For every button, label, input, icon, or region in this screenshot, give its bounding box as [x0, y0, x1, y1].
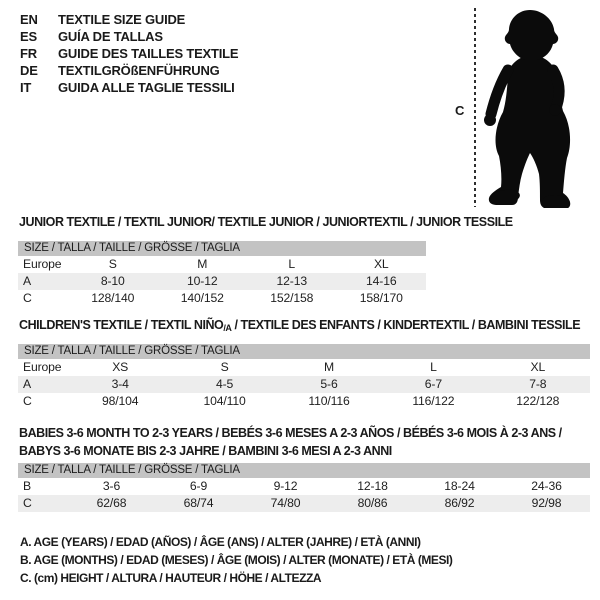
age-cell: 7-8 — [529, 377, 547, 391]
lang-code: DE — [20, 63, 38, 78]
babies-title-line2: BABYS 3-6 MONATE BIS 2-3 JAHRE / BAMBINI 3-6 MESI A 2-3 ANNI — [19, 443, 392, 458]
title-part: / TEXTILE DES ENFANTS / KINDERTEXTIL / BAMBINI TESSILE — [231, 318, 581, 332]
size-cell: XL — [373, 257, 389, 271]
height-cell: 104/110 — [203, 394, 246, 408]
age-cell: 24-36 — [531, 479, 562, 493]
lang-label: TEXTILGRÖßENFÜHRUNG — [58, 63, 220, 78]
age-cell: 6-9 — [189, 479, 208, 493]
height-cell: 98/104 — [102, 394, 139, 408]
height-measure-dashed-line — [474, 8, 476, 207]
table-row-europe — [18, 256, 426, 273]
junior-table-title: JUNIOR TEXTILE / TEXTIL JUNIOR/ TEXTILE JUNIOR / JUNIORTEXTIL / JUNIOR TESSILE — [19, 215, 513, 229]
height-cell: 86/92 — [444, 496, 475, 510]
children-size-table — [18, 344, 590, 410]
height-cell: 122/128 — [516, 394, 560, 408]
age-cell: 4-5 — [216, 377, 234, 391]
size-cell: XS — [112, 360, 129, 374]
lang-label: TEXTILE SIZE GUIDE — [58, 12, 186, 27]
lang-row-fr — [20, 45, 238, 62]
babies-table-title — [19, 425, 562, 460]
age-cell: 9-12 — [273, 479, 298, 493]
size-cell: S — [220, 360, 229, 374]
lang-row-en — [20, 11, 238, 28]
height-cell: 110/116 — [308, 394, 350, 408]
legend-line-c: C. (cm) HEIGHT / ALTURA / HAUTEUR / HÖHE / ALTEZZA — [20, 571, 322, 585]
size-cell: XL — [530, 360, 546, 374]
lang-row-es — [20, 28, 238, 45]
legend-line-b: B. AGE (MONTHS) / EDAD (MESES) / ÂGE (MOIS) / ALTER (MONATE) / ETÀ (MESI) — [20, 553, 453, 567]
size-cell: L — [288, 257, 296, 271]
size-cell: S — [108, 257, 117, 271]
lang-code: FR — [20, 46, 37, 61]
lang-code: IT — [20, 80, 32, 95]
height-cell: 128/140 — [91, 291, 135, 305]
height-cell: 92/98 — [531, 496, 562, 510]
age-cell: 12-13 — [276, 274, 307, 288]
lang-label: GUÍA DE TALLAS — [58, 29, 163, 44]
height-cell: 80/86 — [357, 496, 388, 510]
height-cell: 152/158 — [270, 291, 314, 305]
age-cell: 18-24 — [444, 479, 475, 493]
age-cell: 8-10 — [100, 274, 125, 288]
lang-row-de — [20, 62, 238, 79]
age-cell: 12-18 — [357, 479, 388, 493]
language-title-list — [20, 11, 238, 96]
table-row-b — [18, 478, 590, 495]
row-label: Europe — [23, 257, 62, 271]
title-part: CHILDREN'S TEXTILE / TEXTIL NIÑO — [19, 318, 224, 332]
measure-legend — [20, 533, 452, 587]
children-table-title — [19, 318, 580, 333]
age-cell: 14-16 — [366, 274, 397, 288]
age-cell: 3-6 — [102, 479, 121, 493]
row-label: C — [23, 394, 32, 408]
size-header-bar: SIZE / TALLA / TAILLE / GRÖSSE / TAGLIA — [18, 344, 590, 359]
row-label: A — [23, 274, 31, 288]
height-cell: 140/152 — [180, 291, 224, 305]
table-row-c — [18, 495, 590, 512]
table-row-a — [18, 376, 590, 393]
row-label: A — [23, 377, 31, 391]
babies-size-table — [18, 463, 590, 512]
table-row-c — [18, 393, 590, 410]
lang-label: GUIDE DES TAILLES TEXTILE — [58, 46, 239, 61]
height-cell: 68/74 — [183, 496, 214, 510]
height-cell: 158/170 — [359, 291, 403, 305]
table-row-europe — [18, 359, 590, 376]
height-cell: 62/68 — [96, 496, 127, 510]
baby-silhouette-icon — [482, 8, 577, 208]
legend-line-a: A. AGE (YEARS) / EDAD (AÑOS) / ÂGE (ANS) / ALTER (JAHRE) / ETÀ (ANNI) — [20, 535, 421, 549]
height-measure-label: C — [455, 103, 465, 118]
table-row-c — [18, 290, 426, 307]
size-header-bar: SIZE / TALLA / TAILLE / GRÖSSE / TAGLIA — [18, 241, 426, 256]
age-cell: 10-12 — [187, 274, 218, 288]
height-cell: 116/122 — [412, 394, 455, 408]
age-cell: 3-4 — [111, 377, 129, 391]
lang-code: EN — [20, 12, 38, 27]
size-cell: M — [323, 360, 334, 374]
row-label: C — [23, 291, 32, 305]
lang-row-it — [20, 79, 238, 96]
title-subscript: /A — [223, 323, 232, 333]
lang-label: GUIDA ALLE TAGLIE TESSILI — [58, 80, 235, 95]
junior-size-table — [18, 241, 426, 307]
height-cell: 74/80 — [270, 496, 301, 510]
row-label: Europe — [23, 360, 62, 374]
size-cell: L — [430, 360, 437, 374]
babies-title-line1: BABIES 3-6 MONTH TO 2-3 YEARS / BEBÉS 3-6 MESES A 2-3 AÑOS / BÉBÉS 3-6 MOIS À 2-3 ANS / — [19, 426, 562, 440]
size-cell: M — [197, 257, 208, 271]
size-header-bar: SIZE / TALLA / TAILLE / GRÖSSE / TAGLIA — [18, 463, 590, 478]
row-label: C — [23, 496, 32, 510]
age-cell: 5-6 — [320, 377, 338, 391]
age-cell: 6-7 — [424, 377, 442, 391]
lang-code: ES — [20, 29, 37, 44]
row-label: B — [23, 479, 31, 493]
table-row-a — [18, 273, 426, 290]
